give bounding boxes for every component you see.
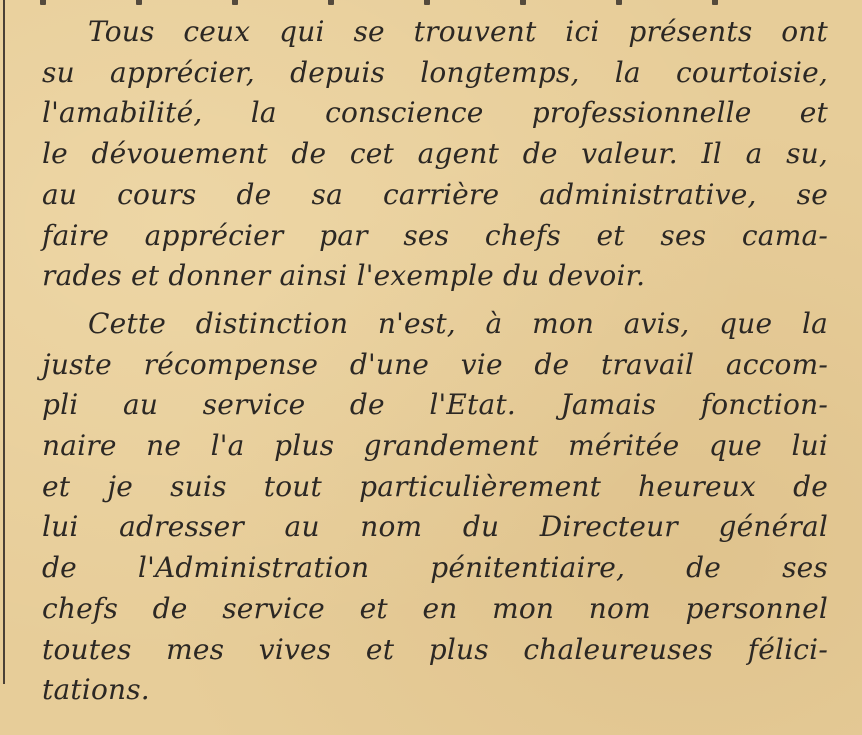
text-line: su apprécier, depuis longtemps, la courtoisie, xyxy=(42,55,828,89)
text-line: Cette distinction n'est, à mon avis, que la xyxy=(88,306,828,340)
text-line: l'amabilité, la conscience professionnelle et xyxy=(42,96,828,130)
text-line: et je suis tout particulièrement heureux de xyxy=(42,469,828,503)
text-line: lui adresser au nom du Directeur général xyxy=(42,510,828,544)
text-line: le dévouement de cet agent de valeur. Il a su, xyxy=(42,137,828,171)
text-line: pli au service de l'Etat. Jamais fonction- xyxy=(42,388,828,422)
text-line: de l'Administration pénitentiaire, de ses xyxy=(42,551,828,585)
text-line: au cours de sa carrière administrative, se xyxy=(42,177,828,211)
text-line: toutes mes vives et plus chaleureuses félici- xyxy=(42,632,828,666)
text-line: naire ne l'a plus grandement méritée que lui xyxy=(42,429,828,463)
cropped-previous-line xyxy=(40,0,820,6)
text-line: faire apprécier par ses chefs et ses cama- xyxy=(42,218,828,252)
paragraph-1 xyxy=(42,12,828,297)
text-line: juste récompense d'une vie de travail accom- xyxy=(42,347,828,381)
text-line: tations. xyxy=(42,673,150,707)
text-line: Tous ceux qui se trouvent ici présents ont xyxy=(88,15,828,48)
column-rule xyxy=(3,0,5,684)
article-text xyxy=(42,12,828,711)
paragraph-2 xyxy=(42,304,828,711)
text-line: chefs de service et en mon nom personnel xyxy=(42,591,828,625)
text-line: rades et donner ainsi l'exemple du devoir. xyxy=(42,259,646,293)
